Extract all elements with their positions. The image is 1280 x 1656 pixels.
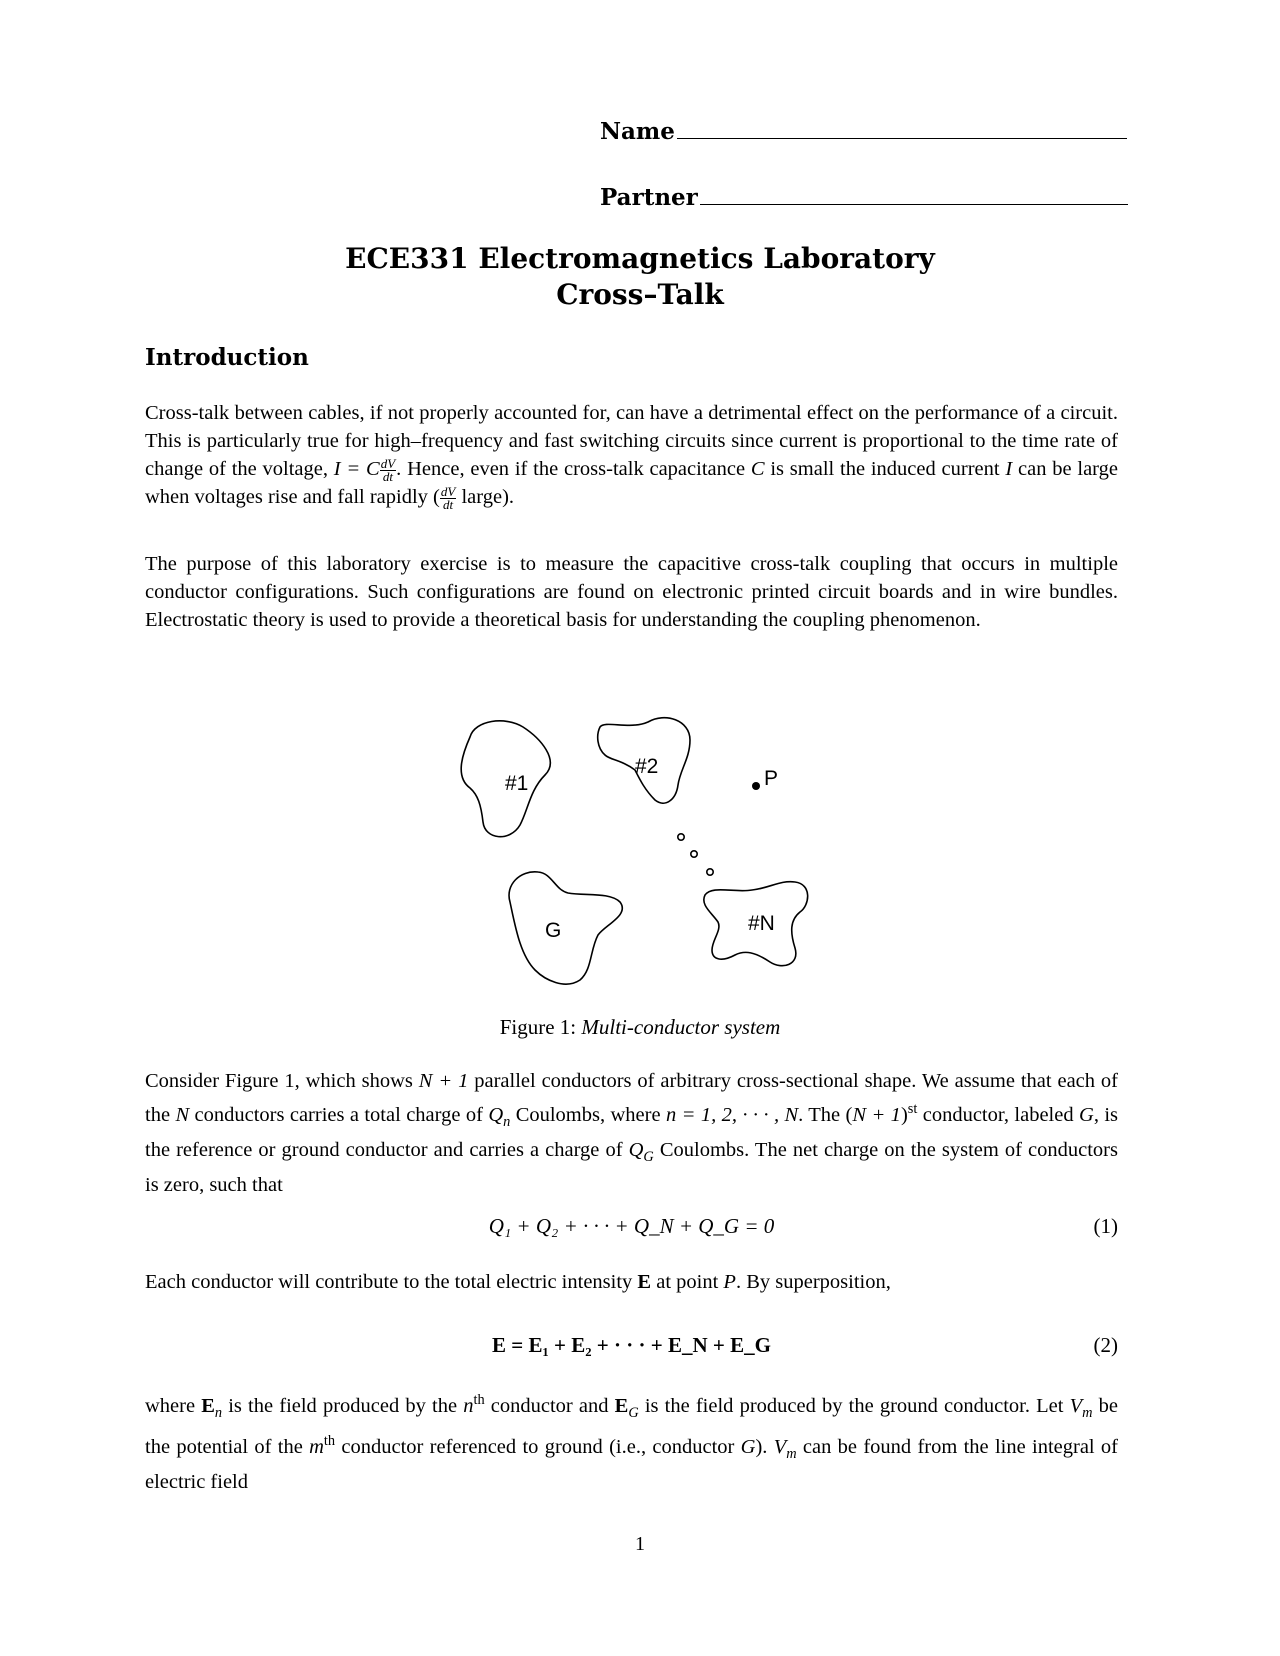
section-heading-introduction: Introduction — [145, 344, 309, 371]
equation-2-body — [145, 1333, 1118, 1358]
p3-c: parallel conductors of arbitrary cross-sectional shape. We assume that each of the — [145, 1070, 1119, 1126]
p1-equation: I = C — [333, 458, 380, 480]
p3-f: Q — [488, 1103, 504, 1126]
p5-m: m — [309, 1435, 324, 1458]
title-line-2: Cross–Talk — [556, 278, 724, 311]
body-paragraph-3 — [145, 1067, 1118, 1199]
caption-text: Multi-conductor system — [581, 1015, 781, 1039]
p3-l: conductor, labeled — [917, 1103, 1079, 1126]
p5-en-sub: n — [214, 1404, 223, 1421]
p3-f-sub: n — [503, 1113, 511, 1130]
p1-text-e: large). — [456, 486, 515, 508]
p5-eg-sub: G — [628, 1404, 639, 1421]
page-number: 1 — [635, 1533, 645, 1555]
p3-o: Q — [628, 1138, 644, 1161]
p4-c: . By superposition, — [735, 1271, 891, 1293]
point-p-dot — [752, 782, 760, 790]
name-label: Name — [600, 118, 675, 145]
intro-paragraph-2: The purpose of this laboratory exercise is to measure the capacitive cross-talk coupling that occurs in multiple conductor configurations. Such configurations are found on electronic printed circuit boards and in wire bundles. Electrostatic theory is used to provide a theoretical basis for understanding the coupling phenomenon. — [145, 553, 1118, 631]
title-line-1: ECE331 Electromagnetics Laboratory — [345, 242, 935, 275]
ellipsis-dot-2 — [691, 851, 697, 857]
label-conductor-n: #N — [748, 912, 775, 935]
equation-1-text: Q₁ + Q₂ + · · · + Q_N + Q_G = 0 — [488, 1214, 775, 1238]
p5-g: ). — [755, 1435, 774, 1458]
p3-b: N + 1 — [418, 1070, 469, 1092]
p1-text-c: is small the induced current — [764, 458, 1006, 480]
p5-n: n — [463, 1394, 474, 1417]
label-conductor-1: #1 — [505, 772, 529, 795]
p5-e: be the potential of the — [145, 1394, 1118, 1458]
body-paragraph-4 — [145, 1268, 1118, 1296]
ellipsis-dot-3 — [707, 869, 713, 875]
equation-2-text: E = E₁ + E₂ + · · · + E_N + E_G — [492, 1333, 771, 1357]
p3-i: . The ( — [798, 1103, 853, 1126]
p5-h: can be found from the line integral of electric field — [145, 1435, 1118, 1493]
ellipsis-dot-1 — [678, 834, 684, 840]
p5-n-sup: th — [473, 1392, 485, 1408]
p3-p: Coulombs. The net charge on the system of conductors is zero, such that — [145, 1138, 1118, 1197]
label-point-p: P — [764, 767, 779, 790]
p5-vm: V — [1069, 1394, 1083, 1417]
p5-en: E — [201, 1394, 215, 1417]
fraction-numerator: dV — [440, 483, 456, 499]
fraction-numerator: dV — [380, 455, 396, 471]
p4-a: Each conductor will contribute to the total electric intensity — [145, 1271, 638, 1293]
p5-d: is the field produced by the ground conductor. Let — [638, 1394, 1070, 1417]
p1-text-d: can be large when voltages rise and fall rapidly ( — [145, 458, 1118, 508]
p3-j: N + 1 — [852, 1103, 901, 1126]
label-conductor-2: #2 — [635, 755, 659, 778]
p1-var-c: C — [750, 458, 765, 480]
figure-caption — [140, 1015, 1140, 1040]
p4-p: P — [723, 1271, 736, 1293]
p3-o-sub: G — [643, 1149, 654, 1166]
equation-2-number: (2) — [1093, 1333, 1118, 1357]
p3-e: conductors carries a total charge of — [189, 1103, 489, 1126]
equation-1-number: (1) — [1093, 1214, 1118, 1238]
partner-label: Partner — [600, 184, 698, 211]
p5-vm2-sub: m — [786, 1445, 797, 1462]
p5-a: where — [145, 1394, 202, 1417]
p4-b: at point — [651, 1271, 724, 1293]
p3-k-sup: st — [907, 1101, 918, 1117]
p1-text-b: . Hence, even if the cross-talk capacitance — [396, 458, 751, 480]
p4-e-vector: E — [637, 1271, 652, 1293]
p5-f: conductor referenced to ground (i.e., conductor — [335, 1435, 741, 1458]
p3-d: N — [175, 1103, 190, 1126]
fraction-denominator: dt — [382, 468, 393, 484]
label-conductor-g: G — [545, 919, 562, 942]
p5-eg: E — [614, 1394, 629, 1417]
p3-m: G — [1079, 1103, 1094, 1126]
p1-var-i: I — [1005, 458, 1013, 480]
p3-h: n = 1, 2, · · · , N — [665, 1103, 799, 1126]
p5-m-sup: th — [323, 1432, 336, 1449]
body-paragraph-5 — [145, 1386, 1118, 1496]
p5-b: is the field produced by the — [222, 1394, 464, 1417]
equation-1-body — [145, 1214, 1118, 1239]
p5-c: conductor and — [484, 1394, 615, 1417]
p3-n: , is the reference or ground conductor and carries a charge of — [145, 1103, 1119, 1161]
p3-k: ) — [900, 1103, 908, 1126]
p1-text-a: Cross-talk between cables, if not properly accounted for, can have a detrimental effect on the performance of a circuit. This is particularly true for high–frequency and fast switching circuits since current is proportional to the time rate of change of the voltage, — [145, 402, 1118, 480]
p5-vm2: V — [773, 1435, 787, 1458]
conductor-g-shape — [509, 872, 622, 984]
p3-a: Consider Figure 1, which shows — [145, 1070, 419, 1092]
p3-g: Coulombs, where — [510, 1103, 666, 1126]
p5-g-var: G — [740, 1435, 756, 1458]
fraction-denominator: dt — [443, 496, 454, 512]
caption-prefix: Figure 1: — [499, 1015, 582, 1039]
p5-vm-sub: m — [1082, 1404, 1093, 1421]
